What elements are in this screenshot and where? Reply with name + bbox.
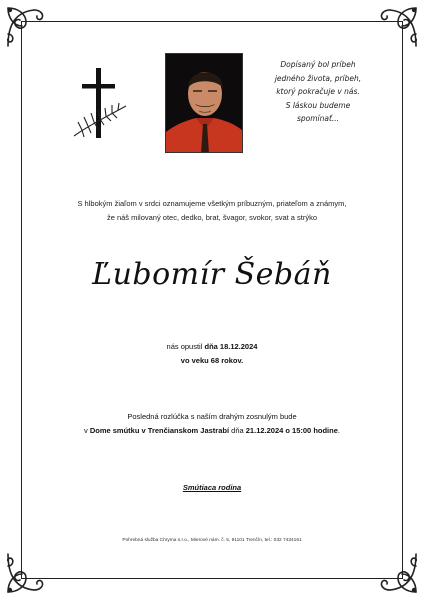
deceased-name: Ľubomír Šebáň bbox=[92, 257, 332, 292]
corner-ornament-icon bbox=[4, 550, 50, 596]
cross-with-palm-icon bbox=[68, 66, 132, 144]
mourners-signature: Smútiaca rodina bbox=[182, 483, 242, 492]
death-info bbox=[0, 340, 424, 368]
poem-line: S láskou budeme bbox=[285, 100, 351, 110]
funeral-date-prefix: dňa bbox=[231, 426, 244, 435]
intro-line: S hlbokým žiaľom v srdci oznamujeme všetkým príbuzným, priateľom a známym, bbox=[77, 199, 347, 208]
portrait-image bbox=[166, 54, 243, 153]
poem-line: jedného života, príbeh, bbox=[274, 73, 362, 83]
funeral-place: Dome smútku v Trenčianskom Jastrabí bbox=[89, 426, 230, 435]
funeral-end: . bbox=[337, 426, 340, 435]
death-prefix: nás opustil bbox=[166, 342, 203, 351]
funeral-place-prefix: v bbox=[84, 426, 88, 435]
announcement-intro bbox=[40, 197, 384, 225]
poem-line: ktorý pokračuje v nás. bbox=[276, 87, 360, 96]
funeral-info bbox=[30, 410, 394, 438]
deceased-photo bbox=[165, 53, 243, 153]
funeral-service-footer: Pohrebná služba Chryma s.r.o., Mierové nám. č. 5, 91101 Trenčín, tel.: 032 7434161 bbox=[122, 538, 302, 543]
corner-ornament-icon bbox=[4, 4, 50, 50]
death-age: vo veku 68 rokov. bbox=[180, 356, 244, 365]
corner-ornament-icon bbox=[374, 4, 420, 50]
memorial-poem bbox=[262, 58, 374, 126]
intro-line: že náš milovaný otec, dedko, brat, švagor, svokor, svat a strýko bbox=[106, 213, 318, 222]
poem-line: spomínať... bbox=[296, 114, 340, 123]
corner-ornament-icon bbox=[374, 550, 420, 596]
death-date: dňa 18.12.2024 bbox=[204, 342, 258, 351]
poem-line: Dopísaný bol príbeh bbox=[280, 60, 356, 69]
funeral-datetime: 21.12.2024 o 15:00 hodine bbox=[245, 426, 338, 435]
funeral-line: Posledná rozlúčka s naším drahým zosnulým bude bbox=[127, 412, 297, 421]
